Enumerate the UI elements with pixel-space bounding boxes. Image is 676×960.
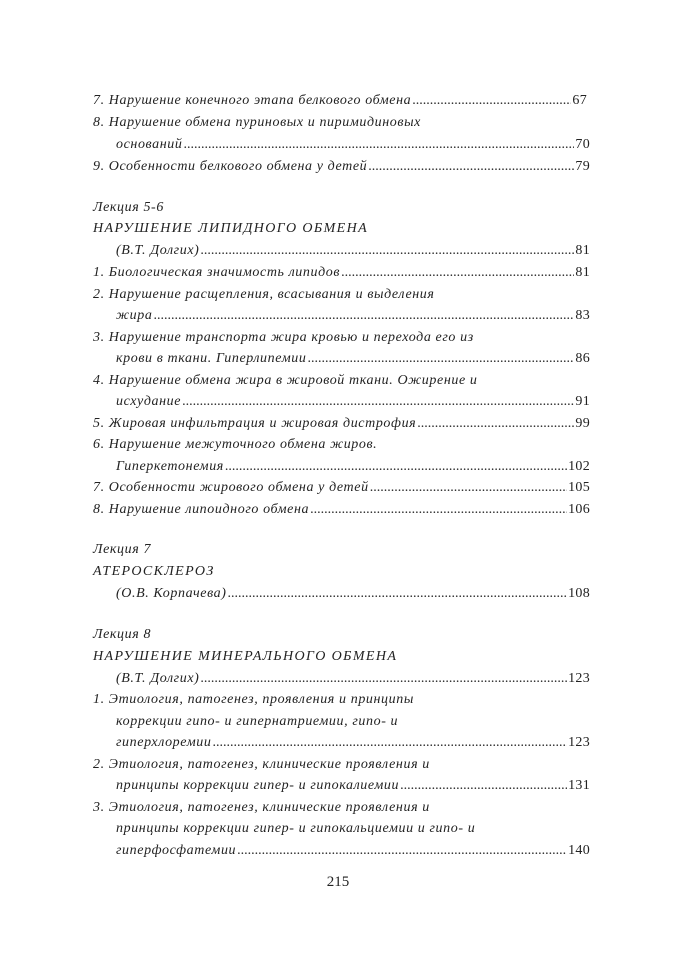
toc-entry-title[interactable]: 3. Нарушение транспорта жира кровью и перехода его из [93, 330, 474, 345]
toc-entry-title-cont: оснований [116, 137, 183, 152]
toc-entry-page: 86 [575, 351, 590, 366]
toc-entry-title[interactable]: 2. Этиология, патогенез, клинические проявления и [93, 757, 430, 772]
leader-dots [200, 242, 574, 260]
leader-dots [228, 585, 568, 603]
toc-entry-page: 106 [568, 502, 590, 517]
toc-entry-title: 8. Нарушение липоидного обмена [93, 502, 310, 517]
toc-entry-page: 105 [568, 480, 590, 495]
author-name: (В.Т. Долгих) [116, 243, 200, 258]
leader-dots [417, 415, 574, 433]
toc-entry[interactable] [116, 307, 590, 325]
toc-entry-title-cont: Гиперкетонемия [116, 459, 224, 474]
leader-dots [213, 734, 568, 752]
leader-dots [200, 670, 567, 688]
toc-entry-author[interactable] [116, 585, 590, 603]
toc-entry-page: 83 [575, 308, 590, 323]
toc-entry-title: 7. Особенности жирового обмена у детей [93, 480, 369, 495]
toc-entry[interactable] [93, 479, 590, 497]
toc-entry-page: 131 [568, 778, 590, 793]
toc-entry-title-cont: крови в ткани. Гиперлипемии [116, 351, 307, 366]
toc-entry[interactable] [116, 777, 590, 795]
toc-entry[interactable] [93, 158, 590, 176]
toc-entry-title[interactable]: 1. Этиология, патогенез, проявления и принципы [93, 692, 414, 707]
toc-entry-title-cont: исхудание [116, 394, 182, 409]
toc-entry[interactable] [93, 264, 590, 282]
toc-entry-title: 1. Биологическая значимость липидов [93, 265, 341, 280]
toc-entry-page: 79 [575, 159, 590, 174]
toc-entry-title[interactable]: 3. Этиология, патогенез, клинические проявления и [93, 800, 430, 815]
toc-entry-page: 99 [575, 416, 590, 431]
toc-entry-page: 70 [575, 137, 590, 152]
toc-entry-title-cont: гиперхлоремии [116, 735, 212, 750]
toc-entry-page: 67 [572, 93, 587, 108]
toc-entry[interactable] [116, 842, 590, 860]
toc-entry[interactable] [116, 136, 590, 154]
toc-entry-page: 140 [568, 843, 590, 858]
toc-entry[interactable] [116, 393, 590, 411]
toc-entry[interactable] [93, 415, 590, 433]
toc-entry[interactable] [93, 92, 587, 110]
toc-entry-page: 91 [575, 394, 590, 409]
lecture-label: Лекция 7 [93, 542, 152, 557]
leader-dots [182, 393, 574, 411]
leader-dots [341, 264, 574, 282]
page-number: 215 [326, 874, 350, 890]
toc-entry-title-cont: коррекции гипо- и гипернатриемии, гипо- и [116, 714, 399, 729]
author-name: (О.В. Корпачева) [116, 586, 227, 601]
toc-entry-title[interactable]: 2. Нарушение расщепления, всасывания и выделения [93, 287, 435, 302]
lecture-label: Лекция 5-6 [93, 200, 164, 215]
leader-dots [184, 136, 575, 154]
toc-entry-page: 123 [568, 735, 590, 750]
toc-entry-title: 7. Нарушение конечного этапа белкового обмена [93, 93, 412, 108]
toc-entry-title[interactable]: 8. Нарушение обмена пуриновых и пиримидиновых [93, 115, 421, 130]
toc-entry-author[interactable] [116, 670, 590, 688]
toc-entry-page: 108 [568, 586, 590, 601]
toc-entry-page: 81 [575, 265, 590, 280]
leader-dots [153, 307, 574, 325]
toc-entry[interactable] [116, 350, 590, 368]
lecture-title: АТЕРОСКЛЕРОЗ [93, 564, 215, 579]
toc-entry-page: 102 [568, 459, 590, 474]
leader-dots [400, 777, 567, 795]
toc-entry-title-cont: гиперфосфатемии [116, 843, 237, 858]
toc-entry-title[interactable]: 4. Нарушение обмена жира в жировой ткани. Ожирение и [93, 373, 478, 388]
toc-entry-title: 5. Жировая инфильтрация и жировая дистрофия [93, 416, 417, 431]
toc-entry[interactable] [116, 458, 590, 476]
toc-entry-title: 9. Особенности белкового обмена у детей [93, 159, 368, 174]
toc-entry-title-cont: жира [116, 308, 153, 323]
leader-dots [370, 479, 567, 497]
leader-dots [225, 458, 567, 476]
leader-dots [368, 158, 574, 176]
toc-entry[interactable] [93, 501, 590, 519]
leader-dots [412, 92, 571, 110]
lecture-title: НАРУШЕНИЕ ЛИПИДНОГО ОБМЕНА [93, 221, 369, 236]
leader-dots [307, 350, 574, 368]
lecture-title: НАРУШЕНИЕ МИНЕРАЛЬНОГО ОБМЕНА [93, 649, 398, 664]
author-name: (В.Т. Долгих) [116, 671, 200, 686]
toc-entry-author[interactable] [116, 242, 590, 260]
toc-entry-title-cont: принципы коррекции гипер- и гипокалиемии [116, 778, 400, 793]
leader-dots [237, 842, 567, 860]
toc-entry-page: 123 [568, 671, 590, 686]
toc-entry-page: 81 [575, 243, 590, 258]
lecture-label: Лекция 8 [93, 627, 152, 642]
leader-dots [310, 501, 567, 519]
toc-entry-title-cont: принципы коррекции гипер- и гипокальциемии и гипо- и [116, 821, 476, 836]
toc-entry-title[interactable]: 6. Нарушение межуточного обмена жиров. [93, 437, 378, 452]
toc-entry[interactable] [116, 734, 590, 752]
